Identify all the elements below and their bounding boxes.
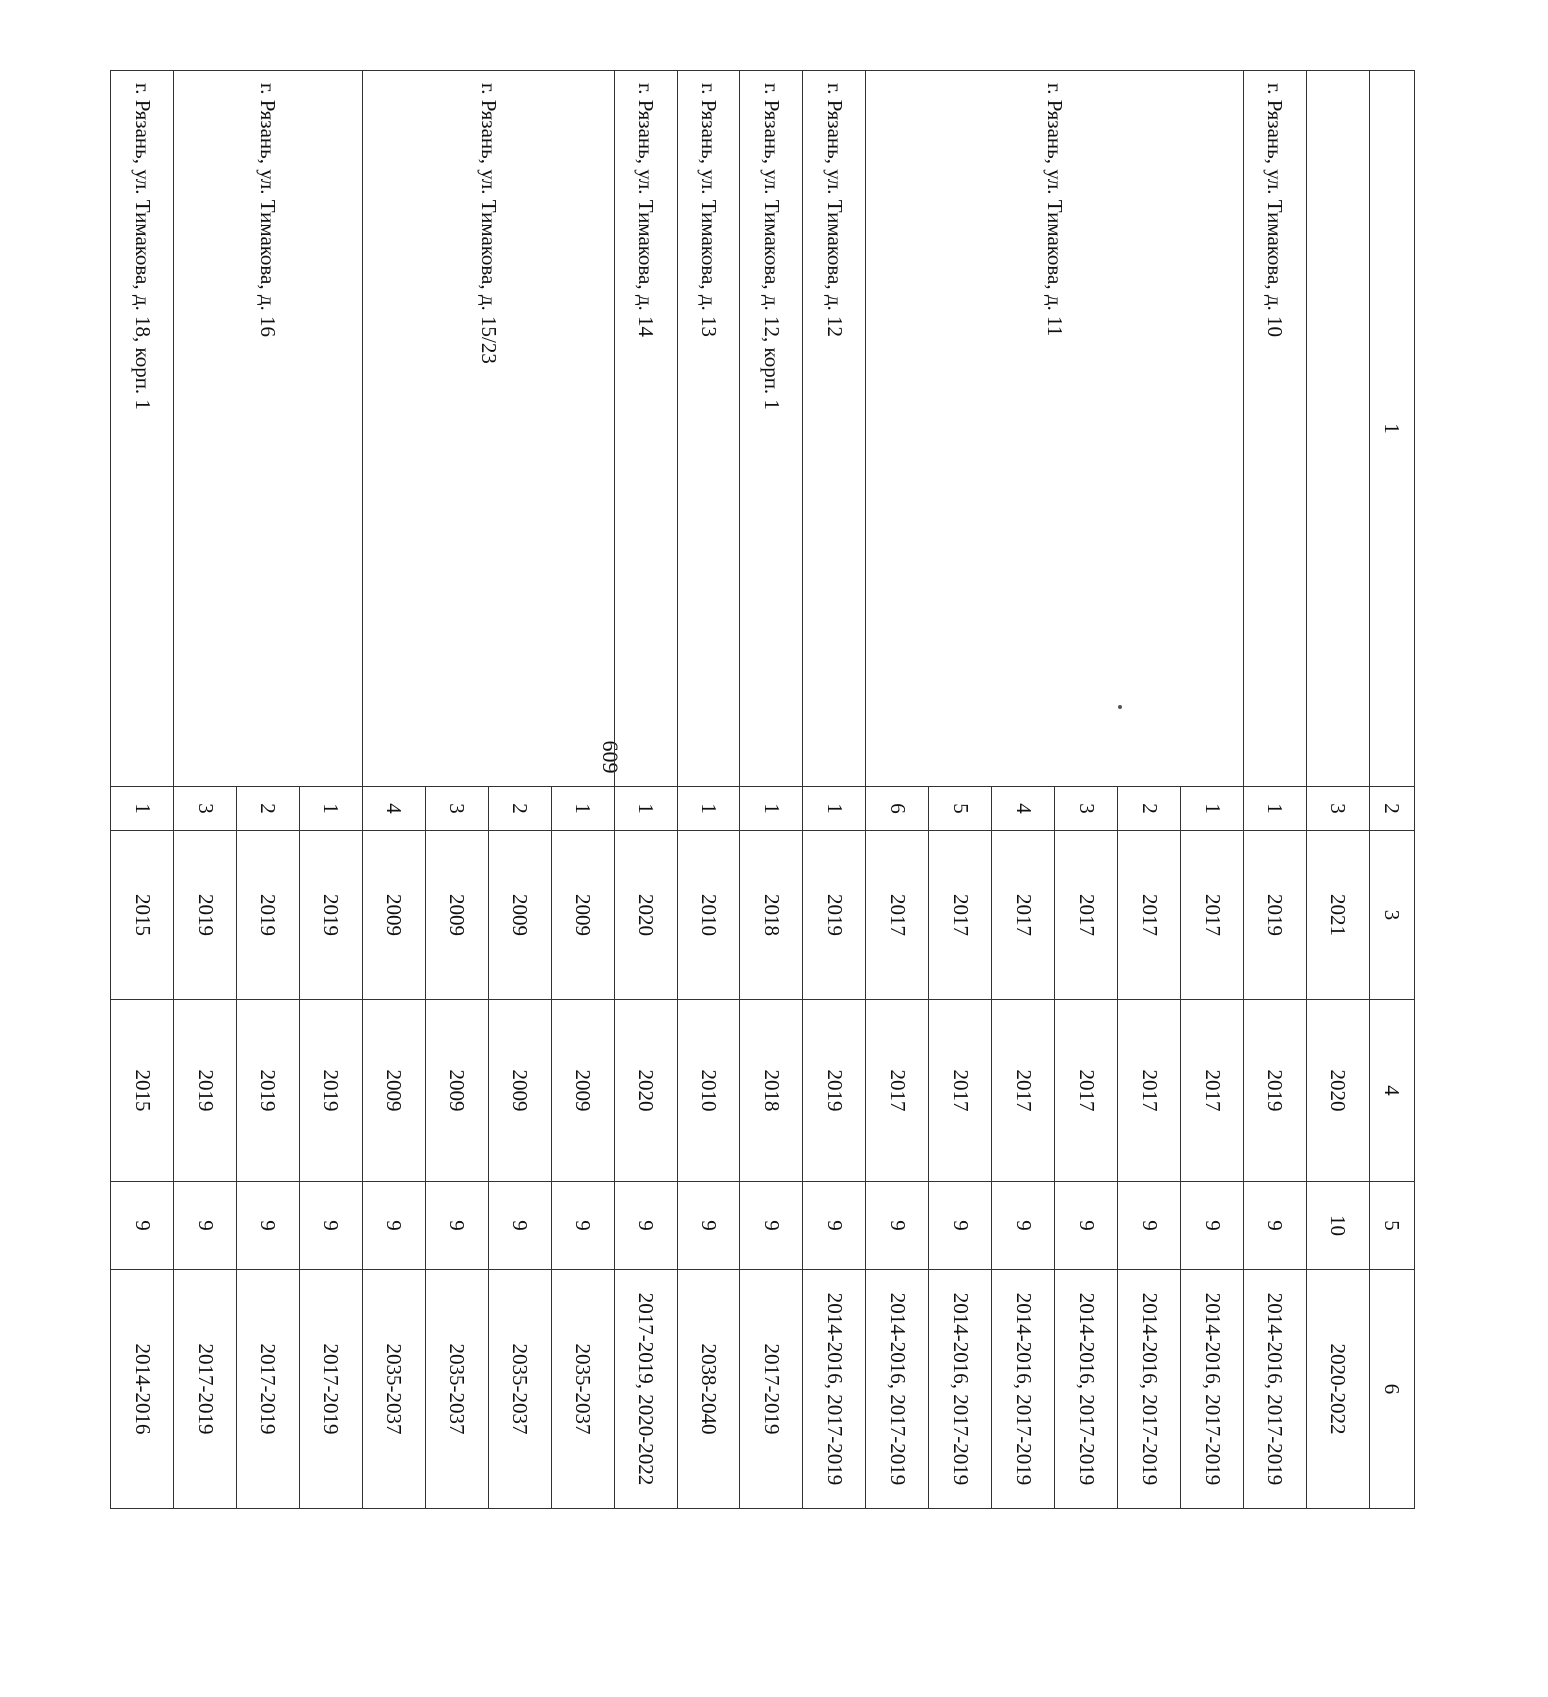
year-cell: 2009 [425,1000,488,1182]
number-cell: 1 [111,787,174,831]
year-cell: 2019 [803,1000,866,1182]
year-cell: 2019 [1243,1000,1306,1182]
address-cell: г. Рязань, ул. Тимакова, д. 13 [677,71,740,787]
period-cell: 2035-2037 [488,1270,551,1509]
value-cell: 9 [236,1182,299,1270]
year-cell: 2017 [1118,831,1181,1000]
page-number: 609 [598,740,623,774]
year-cell: 2009 [488,1000,551,1182]
header-cell: 5 [1369,1182,1414,1270]
number-cell: 2 [488,787,551,831]
year-cell: 2021 [1306,831,1369,1000]
value-cell: 9 [1118,1182,1181,1270]
table-row [677,71,740,1509]
address-cell: г. Рязань, ул. Тимакова, д. 18, корп. 1 [111,71,174,787]
header-row [1369,71,1414,1509]
year-cell: 2015 [111,831,174,1000]
period-cell: 2014-2016, 2017-2019 [1181,1270,1244,1509]
value-cell: 9 [866,1182,929,1270]
period-cell: 2014-2016, 2017-2019 [1118,1270,1181,1509]
rotated-table-container [110,70,1548,1486]
table-row [1243,71,1306,1509]
data-table [110,70,1415,1509]
address-cell: г. Рязань, ул. Тимакова, д. 10 [1243,71,1306,787]
number-cell: 1 [740,787,803,831]
table-row [111,71,174,1509]
year-cell: 2010 [677,1000,740,1182]
year-cell: 2009 [362,831,425,1000]
year-cell: 2018 [740,1000,803,1182]
year-cell: 2017 [1055,1000,1118,1182]
year-cell: 2017 [866,831,929,1000]
value-cell: 9 [299,1182,362,1270]
year-cell: 2018 [740,831,803,1000]
number-cell: 4 [992,787,1055,831]
year-cell: 2020 [1306,1000,1369,1182]
header-cell: 4 [1369,1000,1414,1182]
period-cell: 2017-2019 [236,1270,299,1509]
value-cell: 9 [614,1182,677,1270]
year-cell: 2019 [1243,831,1306,1000]
period-cell: 2035-2037 [362,1270,425,1509]
number-cell: 1 [1181,787,1244,831]
address-cell: г. Рязань, ул. Тимакова, д. 12 [803,71,866,787]
period-cell: 2014-2016, 2017-2019 [866,1270,929,1509]
period-cell: 2014-2016, 2017-2019 [803,1270,866,1509]
address-cell: г. Рязань, ул. Тимакова, д. 14 [614,71,677,787]
address-cell: г. Рязань, ул. Тимакова, д. 12, корп. 1 [740,71,803,787]
value-cell: 9 [740,1182,803,1270]
year-cell: 2009 [551,1000,614,1182]
number-cell: 3 [425,787,488,831]
address-cell [1306,71,1369,787]
number-cell: 1 [677,787,740,831]
number-cell: 3 [174,787,237,831]
year-cell: 2017 [1181,1000,1244,1182]
year-cell: 2015 [111,1000,174,1182]
period-cell: 2038-2040 [677,1270,740,1509]
year-cell: 2017 [992,831,1055,1000]
table-row [740,71,803,1509]
table-row [1181,71,1244,1509]
year-cell: 2017 [1055,831,1118,1000]
address-cell: г. Рязань, ул. Тимакова, д. 15/23 [362,71,614,787]
period-cell: 2014-2016, 2017-2019 [992,1270,1055,1509]
number-cell: 4 [362,787,425,831]
year-cell: 2019 [174,1000,237,1182]
value-cell: 9 [1055,1182,1118,1270]
year-cell: 2010 [677,831,740,1000]
year-cell: 2020 [614,1000,677,1182]
scan-speck [1118,705,1122,709]
value-cell: 9 [992,1182,1055,1270]
year-cell: 2019 [803,831,866,1000]
header-cell: 2 [1369,787,1414,831]
period-cell: 2014-2016, 2017-2019 [1243,1270,1306,1509]
value-cell: 9 [174,1182,237,1270]
year-cell: 2017 [1181,831,1244,1000]
value-cell: 10 [1306,1182,1369,1270]
period-cell: 2014-2016 [111,1270,174,1509]
period-cell: 2017-2019 [740,1270,803,1509]
year-cell: 2009 [425,831,488,1000]
value-cell: 9 [111,1182,174,1270]
number-cell: 5 [929,787,992,831]
header-cell: 6 [1369,1270,1414,1509]
address-cell: г. Рязань, ул. Тимакова, д. 11 [866,71,1244,787]
year-cell: 2019 [299,831,362,1000]
year-cell: 2009 [362,1000,425,1182]
year-cell: 2019 [174,831,237,1000]
year-cell: 2020 [614,831,677,1000]
value-cell: 9 [1181,1182,1244,1270]
value-cell: 9 [677,1182,740,1270]
year-cell: 2019 [236,1000,299,1182]
value-cell: 9 [929,1182,992,1270]
number-cell: 1 [551,787,614,831]
table-row [1306,71,1369,1509]
year-cell: 2019 [236,831,299,1000]
year-cell: 2017 [866,1000,929,1182]
period-cell: 2035-2037 [425,1270,488,1509]
value-cell: 9 [362,1182,425,1270]
period-cell: 2020-2022 [1306,1270,1369,1509]
value-cell: 9 [551,1182,614,1270]
number-cell: 2 [236,787,299,831]
number-cell: 1 [803,787,866,831]
value-cell: 9 [803,1182,866,1270]
number-cell: 1 [1243,787,1306,831]
year-cell: 2019 [299,1000,362,1182]
year-cell: 2009 [488,831,551,1000]
period-cell: 2017-2019 [299,1270,362,1509]
header-cell: 3 [1369,831,1414,1000]
value-cell: 9 [488,1182,551,1270]
header-cell: 1 [1369,71,1414,787]
number-cell: 3 [1306,787,1369,831]
number-cell: 2 [1118,787,1181,831]
period-cell: 2035-2037 [551,1270,614,1509]
period-cell: 2017-2019, 2020-2022 [614,1270,677,1509]
number-cell: 1 [299,787,362,831]
value-cell: 9 [1243,1182,1306,1270]
value-cell: 9 [425,1182,488,1270]
year-cell: 2017 [1118,1000,1181,1182]
period-cell: 2014-2016, 2017-2019 [1055,1270,1118,1509]
year-cell: 2009 [551,831,614,1000]
table-row [803,71,866,1509]
year-cell: 2017 [929,1000,992,1182]
year-cell: 2017 [992,1000,1055,1182]
number-cell: 1 [614,787,677,831]
number-cell: 6 [866,787,929,831]
period-cell: 2014-2016, 2017-2019 [929,1270,992,1509]
period-cell: 2017-2019 [174,1270,237,1509]
table-row [551,71,614,1509]
table-row [614,71,677,1509]
table-row [299,71,362,1509]
address-cell: г. Рязань, ул. Тимакова, д. 16 [174,71,363,787]
number-cell: 3 [1055,787,1118,831]
year-cell: 2017 [929,831,992,1000]
